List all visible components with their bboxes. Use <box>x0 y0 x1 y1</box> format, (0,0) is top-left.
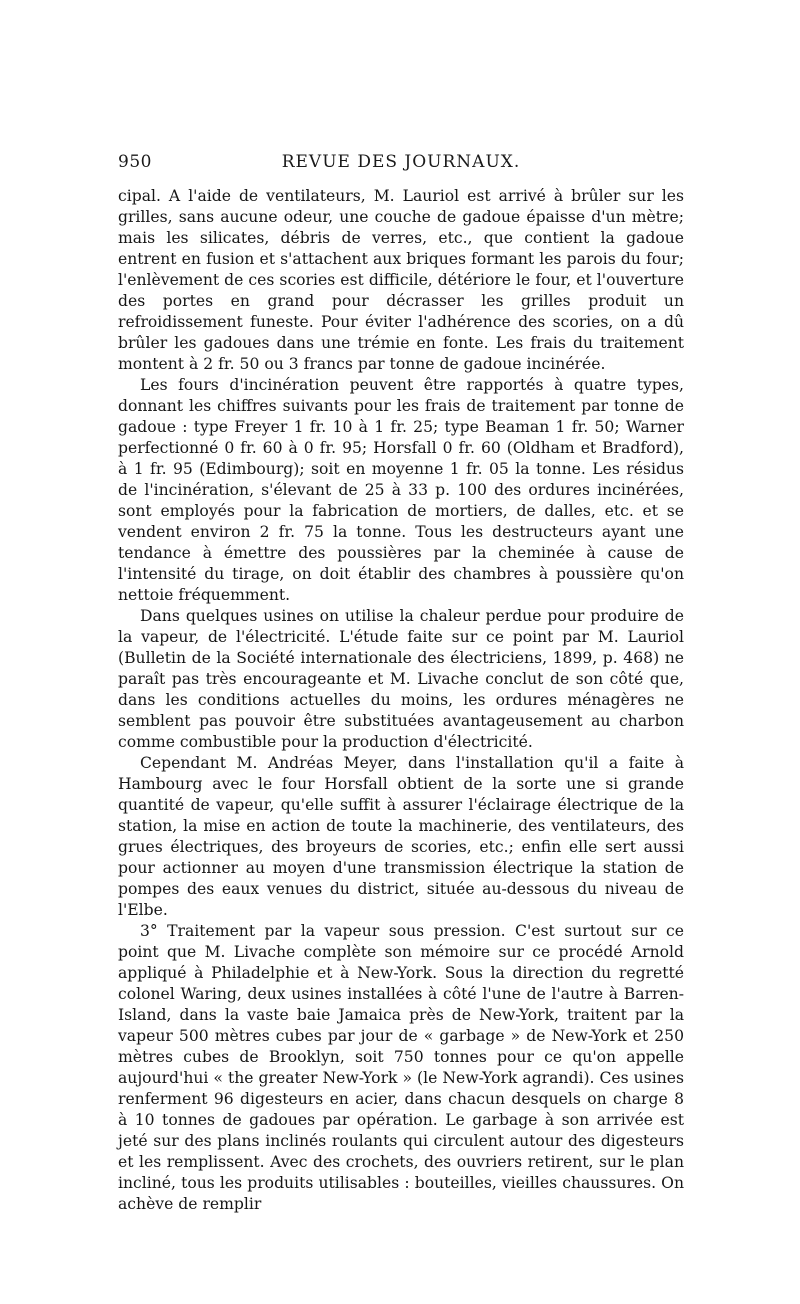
paragraph: cipal. A l'aide de ventilateurs, M. Lauriol est arrivé à brûler sur les grilles, sans aucune odeur, une couche de gadoue épaisse d'un mètre; mais les silicates, débris de verres, etc., que contient la gadoue entrent en fusion et s'attachent aux briques formant les parois du four; l'enlèvement de ces scories est difficile, détériore le four, et l'ouverture des portes en grand pour décrasser les grilles produit un refroidissement funeste. Pour éviter l'adhérence des scories, on a dû brûler les gadoues dans une trémie en fonte. Les frais du traitement montent à 2 fr. 50 ou 3 francs par tonne de gadoue incinérée. <box>118 187 684 373</box>
page-number: 950 <box>118 152 152 172</box>
page-header <box>118 152 684 176</box>
paragraph: Cependant M. Andréas Meyer, dans l'installation qu'il a faite à Hambourg avec le four Horsfall obtient de la sorte une si grande quantité de vapeur, qu'elle suffit à assurer l'éclairage électrique de la station, la mise en action de toute la machinerie, des ventilateurs, des grues électriques, des broyeurs de scories, etc.; enfin elle sert aussi pour actionner au moyen d'une transmission électrique la station de pompes des eaux venues du district, située au-dessous du niveau de l'Elbe. <box>118 754 684 919</box>
running-title: REVUE DES JOURNAUX. <box>281 152 521 172</box>
paragraph: Dans quelques usines on utilise la chaleur perdue pour produire de la vapeur, de l'électricité. L'étude faite sur ce point par M. Lauriol (Bulletin de la Société internationale des électriciens, 1899, p. 468) ne paraît pas très encourageante et M. Livache conclut de son côté que, dans les conditions actuelles du moins, les ordures ménagères ne semblent pas pouvoir être substituées avantageusement au charbon comme combustible pour la production d'électricité. <box>118 607 684 751</box>
paragraph: Les fours d'incinération peuvent être rapportés à quatre types, donnant les chiffres suivants pour les frais de traitement par tonne de gadoue : type Freyer 1 fr. 10 à 1 fr. 25; type Beaman 1 fr. 50; Warner perfectionné 0 fr. 60 à 0 fr. 95; Horsfall 0 fr. 60 (Oldham et Bradford), à 1 fr. 95 (Edimbourg); soit en moyenne 1 fr. 05 la tonne. Les résidus de l'incinération, s'élevant de 25 à 33 p. 100 des ordures incinérées, sont employés pour la fabrication de mortiers, de dalles, etc. et se vendent environ 2 fr. 75 la tonne. Tous les destructeurs ayant une tendance à émettre des poussières par la cheminée à cause de l'intensité du tirage, on doit établir des chambres à poussière qu'on nettoie fréquemment. <box>118 376 684 604</box>
paragraph: 3° Traitement par la vapeur sous pression. C'est surtout sur ce point que M. Livache complète son mémoire sur ce procédé Arnold appliqué à Philadelphie et à New-York. Sous la direction du regretté colonel Waring, deux usines installées à côté l'une de l'autre à Barren-Island, dans la vaste baie Jamaica près de New-York, traitent par la vapeur 500 mètres cubes par jour de « garbage » de New-York et 250 mètres cubes de Brooklyn, soit 750 tonnes pour ce qu'on appelle aujourd'hui « the greater New-York » (le New-York agrandi). Ces usines renferment 96 digesteurs en acier, dans chacun desquels on charge 8 à 10 tonnes de gadoues par opération. Le garbage à son arrivée est jeté sur des plans inclinés roulants qui circulent autour des digesteurs et les remplissent. Avec des crochets, des ouvriers retirent, sur le plan incliné, tous les produits utilisables : bouteilles, vieilles chaussures. On achève de remplir <box>118 922 684 1213</box>
article-body <box>118 186 684 1215</box>
